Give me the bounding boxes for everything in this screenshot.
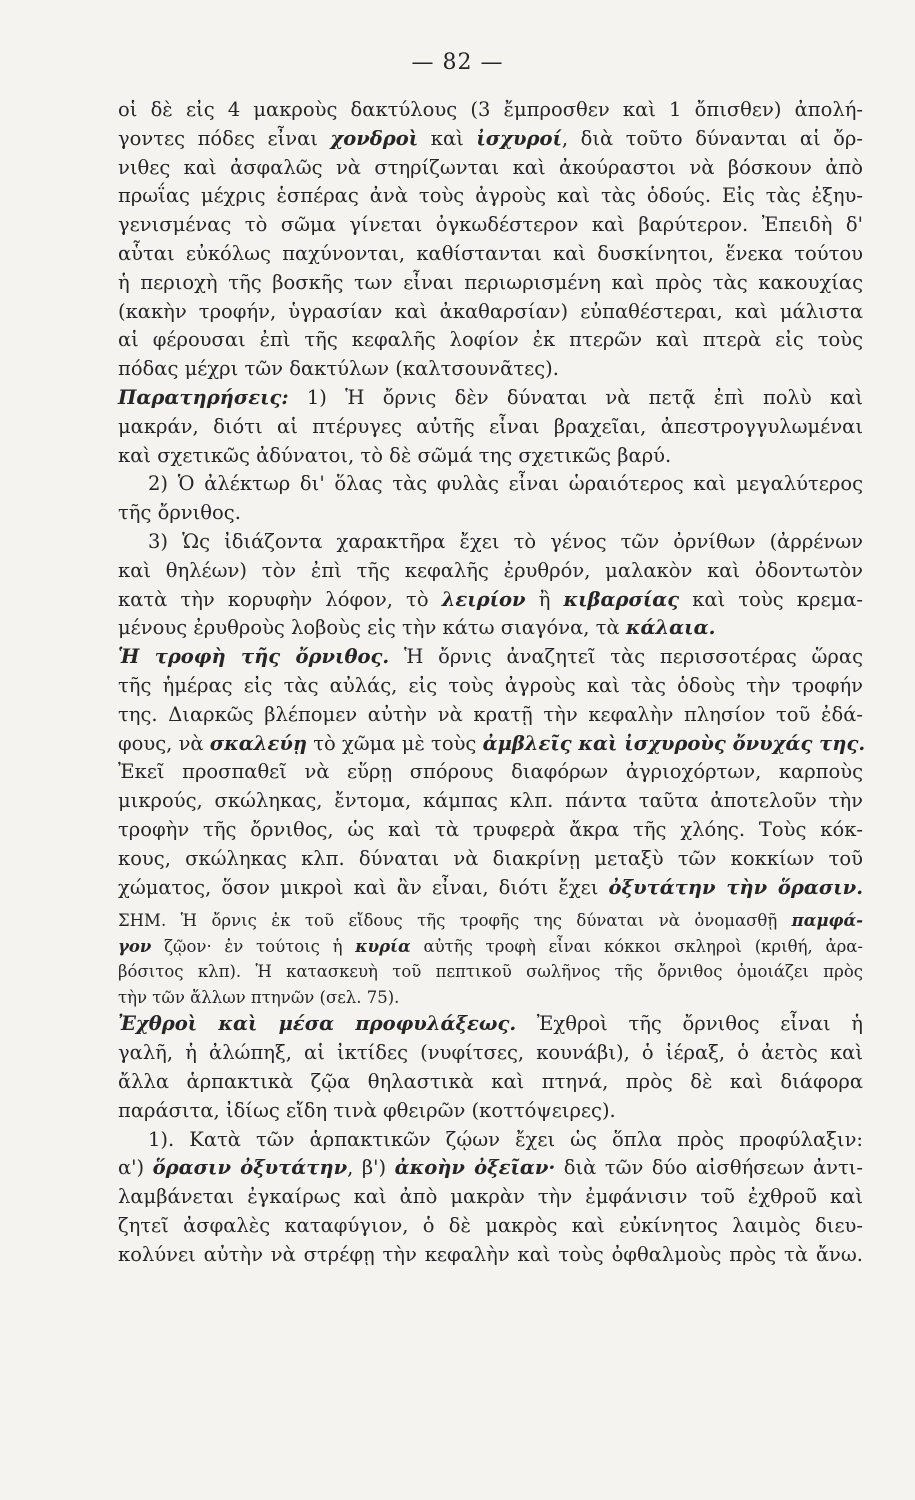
emphasized-term: κυρία <box>355 936 411 956</box>
text-segment: Ἡ ὄρνις ἀναζητεῖ τὰς περισσοτέρας ὥρας <box>389 645 863 669</box>
text-segment: γενισμένας τὸ σῶμα γίνεται ὀγκωδέστερον καὶ βαρύτερον. Ἐπειδὴ δ' <box>118 213 863 237</box>
text-line <box>118 845 863 874</box>
emphasized-term: ἀμβλεῖς καὶ ἰσχυροὺς ὄνυχάς της. <box>482 731 866 755</box>
text-line <box>118 1154 863 1183</box>
text-segment: Ἐκεῖ προσπαθεῖ νὰ εὕρῃ σπόρους διαφόρων ἀγριοχόρτων, καρποὺς <box>118 760 863 784</box>
text-segment: νιθες καὶ ἀσφαλῶς νὰ στηρίζωνται καὶ ἀκούραστοι νὰ βόσκουν ἀπὸ <box>118 155 863 179</box>
text-line <box>118 442 863 471</box>
text-segment: χώματος, ὅσον μικροὶ καὶ ἂν εἶναι, διότι ἔχει <box>118 875 609 899</box>
text-segment: κατὰ τὴν κορυφὴν λόφον, τὸ <box>118 587 442 611</box>
text-line <box>118 1097 863 1126</box>
text-line <box>118 499 863 528</box>
text-line <box>118 326 863 355</box>
text-segment: καὶ θηλέων) τὸν ἐπὶ τῆς κεφαλῆς ἐρυθρόν, μαλακὸν καὶ ὀδοντωτὸν <box>118 558 863 582</box>
text-segment: παράσιτα, ἰδίως εἴδη τινὰ φθειρῶν (κοττόψειρες). <box>118 1098 616 1122</box>
text-segment: ἄλλα ἁρπακτικὰ ζῷα θηλαστικὰ καὶ πτηνά, πρὸς δὲ καὶ διάφορα <box>118 1069 863 1093</box>
text-segment: κολύνει αὐτὴν νὰ στρέφῃ τὴν κεφαλὴν καὶ τοὺς ὀφθαλμοὺς πρὸς τὰ ἄνω. <box>118 1242 863 1266</box>
text-segment: πρωΐας μέχρις ἑσπέρας ἀνὰ τοὺς ἀγροὺς καὶ τὰς ὁδούς. Εἰς τὰς ἐξηυ- <box>118 184 863 208</box>
text-line <box>118 1241 863 1270</box>
emphasized-term: ὅρασιν ὀξυτάτην <box>152 1156 348 1180</box>
text-segment: τὸ χῶμα μὲ τοὺς <box>307 731 483 755</box>
text-segment: ζητεῖ ἀσφαλὲς καταφύγιον, ὁ δὲ μακρὸς καὶ εὐκίνητος λαιμὸς διευ- <box>118 1213 863 1237</box>
note-line <box>118 934 863 960</box>
text-line <box>118 701 863 730</box>
text-line <box>118 1212 863 1241</box>
emphasized-term: κιβαρσίας <box>563 587 680 611</box>
text-line <box>118 614 863 643</box>
text-line <box>118 1039 863 1068</box>
text-segment: οἱ δὲ εἰς 4 μακροὺς δακτύλους (3 ἔμπροσθεν καὶ 1 ὄπισθεν) ἀπολή- <box>118 98 863 121</box>
text-line <box>118 1183 863 1212</box>
text-segment: Ἐχθροὶ τῆς ὄρνιθος εἶναι ἡ <box>516 1012 863 1036</box>
note-line <box>118 985 863 1011</box>
text-segment: καὶ τοὺς κρεμα- <box>679 587 863 611</box>
emphasized-term: Ἐχθροὶ καὶ μέσα προφυλάξεως. <box>118 1012 517 1036</box>
text-line <box>118 384 863 413</box>
main-text-block <box>118 96 866 902</box>
text-segment: μικρούς, σκώληκας, ἔντομα, κάμπας κλπ. πάντα ταῦτα ἀποτελοῦν τὴν <box>118 789 863 813</box>
text-segment: 1) Ἡ ὄρνις δὲν δύναται νὰ πετᾷ ἐπὶ πολὺ καὶ <box>288 385 863 409</box>
page-text <box>118 96 866 1269</box>
text-line <box>118 643 863 672</box>
text-line <box>118 787 863 816</box>
text-segment: αὐτῆς τροφὴ εἶναι κόκκοι σκληροὶ (κριθή, ἀρα- <box>410 936 864 956</box>
text-segment: αὗται εὐκόλως παχύνονται, καθίστανται καὶ δυσκίνητοι, ἕνεκα τούτου <box>118 241 863 265</box>
text-segment: τῆς ὄρνιθος. <box>118 501 241 525</box>
footnote-block <box>118 908 863 1010</box>
emphasized-term: κάλαια. <box>625 616 716 640</box>
text-segment: καὶ <box>418 126 477 150</box>
emphasized-term: χονδροὶ <box>330 126 419 150</box>
emphasized-term: παμφά- <box>791 911 863 931</box>
text-line <box>118 730 866 759</box>
text-segment: καὶ σχετικῶς ἀδύνατοι, τὸ δὲ σῶμά της σχετικῶς βαρύ. <box>118 443 672 467</box>
text-segment: κους, σκώληκας κλπ. δύναται νὰ διακρίνῃ μεταξὺ τῶν κοκκίων τοῦ <box>118 846 863 870</box>
emphasized-term: Παρατηρήσεις: <box>118 385 289 409</box>
text-line <box>118 269 863 298</box>
text-line <box>118 240 863 269</box>
text-segment: βόσιτος κλπ). Ἡ κατασκευὴ τοῦ πεπτικοῦ σωλῆνος τῆς ὄρνιθος ὁμοιάζει πρὸς <box>118 962 863 982</box>
text-segment: α') <box>118 1156 153 1180</box>
text-line <box>118 470 863 499</box>
text-line <box>118 96 863 125</box>
text-line <box>118 154 863 183</box>
text-segment: (κακὴν τροφήν, ὑγρασίαν καὶ ἀκαθαρσίαν) εὐπαθέστεραι, καὶ μάλιστα <box>118 299 863 323</box>
text-segment: , διὰ τοῦτο δύνανται αἱ ὄρ- <box>561 126 863 150</box>
text-segment: ἢ <box>525 587 564 611</box>
emphasized-term: Ἡ τροφὴ τῆς ὄρνιθος. <box>118 645 390 669</box>
text-line <box>118 1068 863 1097</box>
emphasized-term: ὀξυτάτην τὴν ὅρασιν. <box>608 875 863 899</box>
text-line <box>118 298 863 327</box>
text-segment: ΣΗΜ. Ἡ ὄρνις ἐκ τοῦ εἴδους τῆς τροφῆς της δύναται νὰ ὀνομασθῇ <box>118 911 792 931</box>
text-segment: γοντες πόδες εἶναι <box>118 126 331 150</box>
text-line <box>118 1010 863 1039</box>
text-line <box>118 182 863 211</box>
emphasized-term: λειρίον <box>441 587 526 611</box>
text-segment: 2) Ὁ ἀλέκτωρ δι' ὅλας τὰς φυλὰς εἶναι ὡραιότερος καὶ μεγαλύτερος <box>148 472 863 496</box>
emphasized-term: ἀκοὴν ὀξεῖαν· <box>394 1156 556 1180</box>
text-line <box>118 1126 863 1155</box>
text-line <box>118 816 863 845</box>
text-segment: διὰ τῶν δύο αἰσθήσεων ἀντι- <box>555 1156 864 1180</box>
text-line <box>118 413 863 442</box>
emphasized-term: γον <box>118 936 152 956</box>
text-line <box>118 874 863 903</box>
page-number: — 82 — <box>411 50 504 75</box>
text-segment: τὴν τῶν ἄλλων πτηνῶν (σελ. 75). <box>118 987 400 1007</box>
emphasized-term: σκαλεύῃ <box>209 731 308 755</box>
text-line <box>118 528 863 557</box>
text-line <box>118 125 863 154</box>
text-line <box>118 211 863 240</box>
text-segment: ἡ περιοχὴ τῆς βοσκῆς των εἶναι περιωρισμένη καὶ πρὸς τὰς κακουχίας <box>118 270 863 294</box>
text-segment: της. Διαρκῶς βλέπομεν αὐτὴν νὰ κρατῇ τὴν κεφαλὴν πλησίον τοῦ ἐδά- <box>118 702 863 726</box>
note-line <box>118 959 863 985</box>
emphasized-term: ἰσχυροί <box>476 126 562 150</box>
text-segment: φους, νὰ <box>118 731 210 755</box>
text-segment: ζῷον· ἐν τούτοις ἡ <box>151 936 356 956</box>
text-segment: γαλῆ, ἡ ἀλώπηξ, αἱ ἰκτίδες (νυφίτσες, κουνάβι), ὁ ἱέραξ, ὁ ἀετὸς καὶ <box>118 1041 863 1065</box>
text-segment: , β') <box>347 1156 395 1180</box>
text-line <box>118 586 863 615</box>
text-segment: τῆς ἡμέρας εἰς τὰς αὐλάς, εἰς τοὺς ἀγροὺς καὶ τὰς ὁδοὺς τὴν τροφήν <box>118 673 863 697</box>
note-line <box>118 908 863 934</box>
text-segment: 1). Κατὰ τῶν ἁρπακτικῶν ζῴων ἔχει ὡς ὅπλα πρὸς προφύλαξιν: <box>148 1127 863 1151</box>
text-segment: μένους ἐρυθροὺς λοβοὺς εἰς τὴν κάτω σιαγόνα, τὰ <box>118 616 626 640</box>
text-segment: 3) Ὡς ἰδιάζοντα χαρακτῆρα ἔχει τὸ γένος τῶν ὀρνίθων (ἀρρένων <box>148 529 863 553</box>
text-line <box>118 355 863 384</box>
text-line <box>118 672 863 701</box>
text-line <box>118 758 863 787</box>
text-segment: μακράν, διότι αἱ πτέρυγες αὐτῆς εἶναι βραχεῖαι, ἀπεστρογγυλωμέναι <box>118 414 863 438</box>
text-segment: αἱ φέρουσαι ἐπὶ τῆς κεφαλῆς λοφίον ἐκ πτερῶν καὶ πτερὰ εἰς τοὺς <box>118 328 863 352</box>
text-line <box>118 557 863 586</box>
enemies-text-block <box>118 1010 863 1269</box>
text-segment: λαμβάνεται ἐγκαίρως καὶ ἀπὸ μακρὰν τὴν ἐμφάνισιν τοῦ ἐχθροῦ καὶ <box>118 1185 863 1209</box>
text-segment: τροφὴν τῆς ὄρνιθος, ὡς καὶ τὰ τρυφερὰ ἄκρα τῆς χλόης. Τοὺς κόκ- <box>118 817 863 841</box>
text-segment: πόδας μέχρι τῶν δακτύλων (καλτσουνᾶτες). <box>118 357 559 381</box>
